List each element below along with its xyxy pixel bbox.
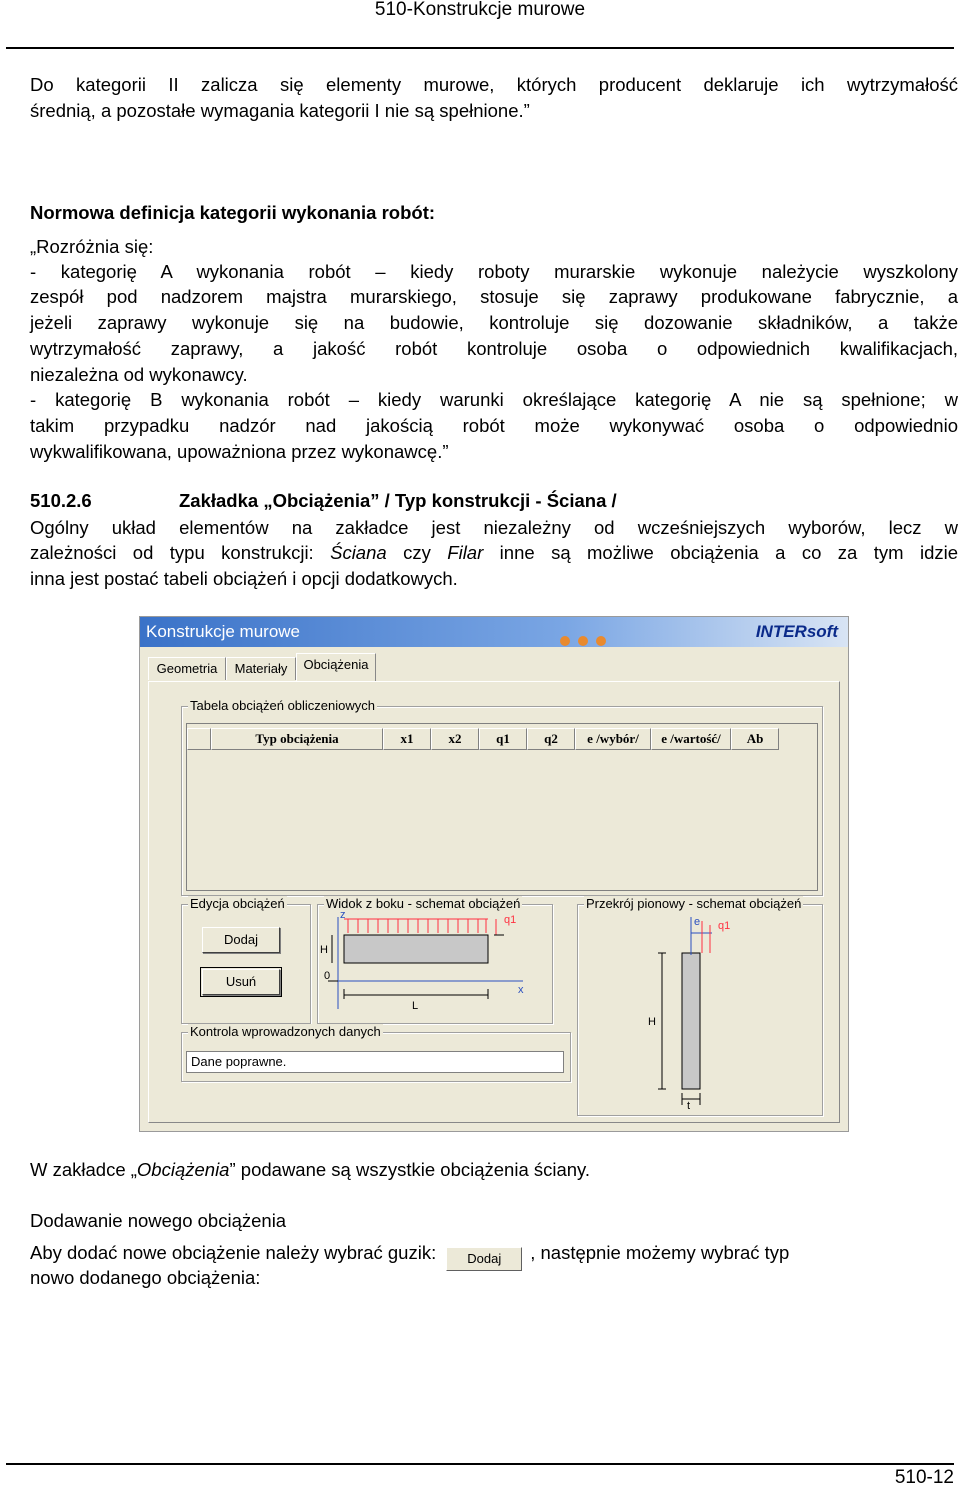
text-run: Aby dodać nowe obciążenie należy wybrać guzik: <box>30 1242 437 1263</box>
table-header-row <box>187 728 817 750</box>
footer-rule <box>6 1463 954 1465</box>
data-check-status: Dane poprawne. <box>186 1051 564 1073</box>
tab-obciazenia[interactable]: Obciążenia <box>296 653 376 681</box>
side-view-group <box>317 896 553 1024</box>
origin-label: 0 <box>324 970 331 982</box>
group-label: Widok z boku - schemat obciążeń <box>326 896 521 911</box>
column-header[interactable]: q1 <box>479 728 527 750</box>
paragraph-line: nowo dodanego obciążenia: <box>30 1267 261 1288</box>
dimension-label-h: H <box>320 944 328 956</box>
group-label: Przekrój pionowy - schemat obciążeń <box>586 896 802 911</box>
column-header[interactable]: e /wybór/ <box>575 728 651 750</box>
group-label: Kontrola wprowadzonych danych <box>190 1024 381 1039</box>
paragraph-line: jeżeli zaprawy wykonuje się na budowie, kontroluje się dozowanie składników, a także <box>30 312 958 333</box>
text-run: Ściana <box>330 542 387 563</box>
decor-dots-icon <box>560 626 614 656</box>
paragraph-line <box>30 540 958 566</box>
page-header: 510-Konstrukcje murowe <box>374 0 586 20</box>
load-table-group <box>181 698 823 896</box>
text-run: zależności od typu konstrukcji: <box>30 542 331 563</box>
edit-loads-group <box>181 896 311 1024</box>
tab-panel <box>148 681 840 1123</box>
paragraph-line: „Rozróżnia się: <box>30 236 154 257</box>
text-run: ” podawane są wszystkie obciążenia ściany. <box>229 1159 591 1180</box>
dimension-label-l: L <box>412 1000 419 1012</box>
section-number: 510.2.6 <box>30 490 92 511</box>
paragraph-line: niezależna od wykonawcy. <box>30 364 248 385</box>
paragraph-line: wykwalifikowana, upoważniona przez wykonawcę.” <box>30 441 449 462</box>
paragraph-line: - kategorię A wykonania robót – kiedy roboty murarskie wykonuje należycie wyszkolony <box>30 261 958 282</box>
brand-logo: INTERsoft <box>755 622 838 641</box>
column-header[interactable]: Ab <box>731 728 779 750</box>
load-label-q1: q1 <box>718 920 731 932</box>
group-label: Edycja obciążeń <box>190 896 285 911</box>
window-titlebar <box>140 617 848 647</box>
subheading: Dodawanie nowego obciążenia <box>30 1210 287 1231</box>
paragraph-line: Do kategorii II zalicza się elementy murowe, których producent deklaruje ich wytrzymałość <box>30 74 958 95</box>
definition-heading: Normowa definicja kategorii wykonania robót: <box>30 202 436 223</box>
paragraph-line: - kategorię B wykonania robót – kiedy warunki określające kategorię A nie są spełnione; w <box>30 389 958 410</box>
load-table[interactable] <box>186 723 818 891</box>
column-header[interactable]: x2 <box>431 728 479 750</box>
row-selector-header <box>187 728 211 750</box>
column-header[interactable]: e /wartość/ <box>651 728 731 750</box>
header-rule <box>6 47 954 49</box>
axis-label-x: x <box>518 984 524 996</box>
tab-geometria[interactable]: Geometria <box>148 657 226 680</box>
column-header[interactable]: x1 <box>383 728 431 750</box>
text-run: Obciążenia <box>136 1159 230 1180</box>
app-window-screenshot <box>139 616 849 1132</box>
text-run: czy <box>386 542 448 563</box>
group-label: Tabela obciążeń obliczeniowych <box>190 698 376 713</box>
paragraph-line: średnią, a pozostałe wymagania kategorii I nie są spełnione.” <box>30 100 530 121</box>
paragraph-line: inna jest postać tabeli obciążeń i opcji dodatkowych. <box>30 568 458 589</box>
paragraph-line: wytrzymałość zaprawy, a jakość robót kontroluje osoba o odpowiednich kwalifikacjach, <box>30 338 958 359</box>
load-label-q1: q1 <box>504 914 517 926</box>
section-view-schematic <box>578 909 820 1109</box>
paragraph-line: Ogólny układ elementów na zakładce jest niezależny od wcześniejszych wyborów, lecz w <box>30 517 958 538</box>
inline-add-button: Dodaj <box>446 1247 522 1271</box>
tab-materialy[interactable]: Materiały <box>226 657 296 680</box>
column-header[interactable]: q2 <box>527 728 575 750</box>
paragraph-line <box>30 1157 958 1183</box>
paragraph-line: zespół pod nadzorem majstra murarskiego, stosuje się zaprawy produkowane fabrycznie, a <box>30 286 958 307</box>
section-title: Zakładka „Obciążenia” / Typ konstrukcji - Ściana / <box>179 490 617 511</box>
text-run: inne są możliwe obciążenia a co za tym idzie <box>483 542 959 563</box>
window-title: Konstrukcje murowe <box>146 622 301 641</box>
paragraph-line: takim przypadku nadzór nad jakością robót może wykonywać osoba o odpowiednio <box>30 415 958 436</box>
dimension-label-h: H <box>648 1016 656 1028</box>
page-number: 510-12 <box>894 1467 954 1488</box>
text-run: W zakładce „ <box>30 1159 137 1180</box>
axis-label-z: z <box>340 909 346 921</box>
column-header[interactable]: Typ obciążenia <box>211 728 383 750</box>
section-heading <box>30 488 958 514</box>
section-view-group <box>577 896 823 1116</box>
eccentricity-label: e <box>694 916 701 928</box>
text-run: Filar <box>447 542 484 563</box>
data-check-group <box>181 1024 571 1082</box>
thickness-label-t: t <box>687 1100 691 1109</box>
text-run: , następnie możemy wybrać typ <box>530 1242 790 1263</box>
side-view-schematic <box>318 909 550 1019</box>
add-button[interactable]: Dodaj <box>202 927 280 953</box>
remove-button[interactable]: Usuń <box>202 969 280 995</box>
